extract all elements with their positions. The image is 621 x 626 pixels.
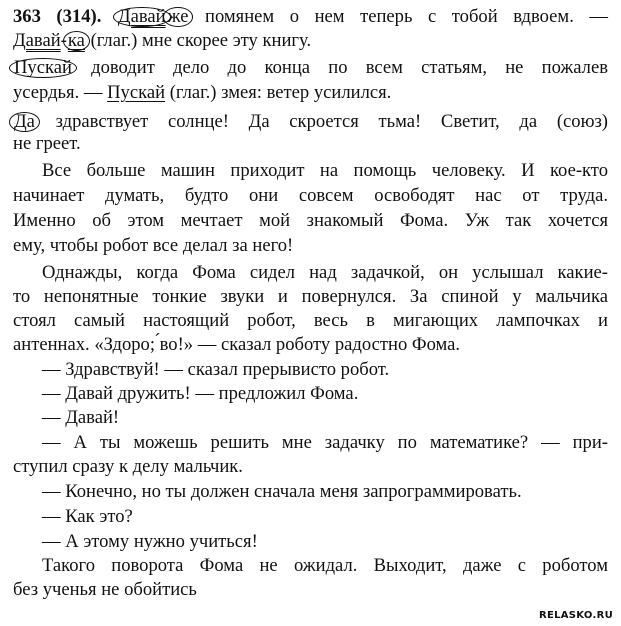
exercise-number: 363 (314). <box>13 6 102 27</box>
story-line: ему, чтобы робот все делал за него! <box>13 235 294 256</box>
watermark: RELASKO.RU <box>538 610 613 621</box>
hyphen: - <box>60 30 67 51</box>
particle-oval-davai: Давай <box>113 7 171 27</box>
exercise-text: (глаг.) мне скорее эту книгу. <box>90 30 312 51</box>
dialogue-line: ступил сразу к делу мальчик. <box>13 456 243 477</box>
story-line: Такого поворота Фома не ожидал. Выходит, даже с роботом <box>42 555 608 576</box>
exercise-text: усердья. — <box>13 82 103 103</box>
story-line: начинает думать, будто они совсем освободят нас от труда. <box>13 185 608 206</box>
story-line: Именно об этом мечтает мой знакомый Фома. Уж так хочется <box>13 210 608 231</box>
story-line: Однажды, когда Фома сидел над задачкой, он услышал какие- <box>42 262 608 283</box>
exercise-line-4 <box>13 82 608 104</box>
exercise-text: доводит дело до конца по всем статьям, не пожалев <box>91 57 608 78</box>
story-line: без ученья не обойтись <box>13 579 197 600</box>
exercise-text: помянем о нем теперь с тобой вдвоем. — <box>205 6 608 27</box>
exercise-text: здравствует солнце! Да скроется тьма! Светит, да (союз) <box>55 111 608 132</box>
dialogue-line: — Как это? <box>42 506 133 527</box>
underlined-word-puskai: Пускай <box>107 82 166 103</box>
exercise-line-2 <box>13 30 608 52</box>
dialogue-line: — Конечно, но ты должен сначала меня запрограммировать. <box>42 481 522 502</box>
dialogue-line: — А ты можешь решить мне задачку по математике? — при- <box>42 432 608 453</box>
story-line: антеннах. «Здоро; ́во!» — сказал роботу радостно Фома. <box>13 334 461 355</box>
story-line: то непонятные тонкие звуки и повернулся. За спиной у мальчика <box>13 286 608 307</box>
exercise-line-5 <box>13 111 608 133</box>
dialogue-line: — Здравствуй! — сказал прерывисто робот. <box>42 359 390 380</box>
underlined-word-davai: Давай <box>13 30 61 51</box>
exercise-line-6 <box>13 133 608 155</box>
particle-oval-ka: ка <box>63 31 90 51</box>
exercise-text: не греет. <box>13 133 81 154</box>
dialogue-line: — Давай дружить! — предложил Фома. <box>42 383 359 404</box>
dialogue-line: — А этому нужно учиться! <box>42 531 258 552</box>
particle-oval-zhe: же <box>163 7 194 27</box>
exercise-text: (глаг.) змея: ветер усилился. <box>169 82 392 103</box>
story-line: Все больше машин приходит на помощь человеку. И кое-кто <box>42 160 608 181</box>
particle-oval-da: Да <box>9 112 40 132</box>
exercise-line-3 <box>13 57 608 79</box>
particle-oval-puskai: Пускай <box>9 58 77 78</box>
exercise-line-1 <box>13 6 608 28</box>
story-line: стоял самый настоящий робот, весь в мигающих лампочках и <box>13 310 608 331</box>
dialogue-line: — Давай! <box>42 407 120 428</box>
